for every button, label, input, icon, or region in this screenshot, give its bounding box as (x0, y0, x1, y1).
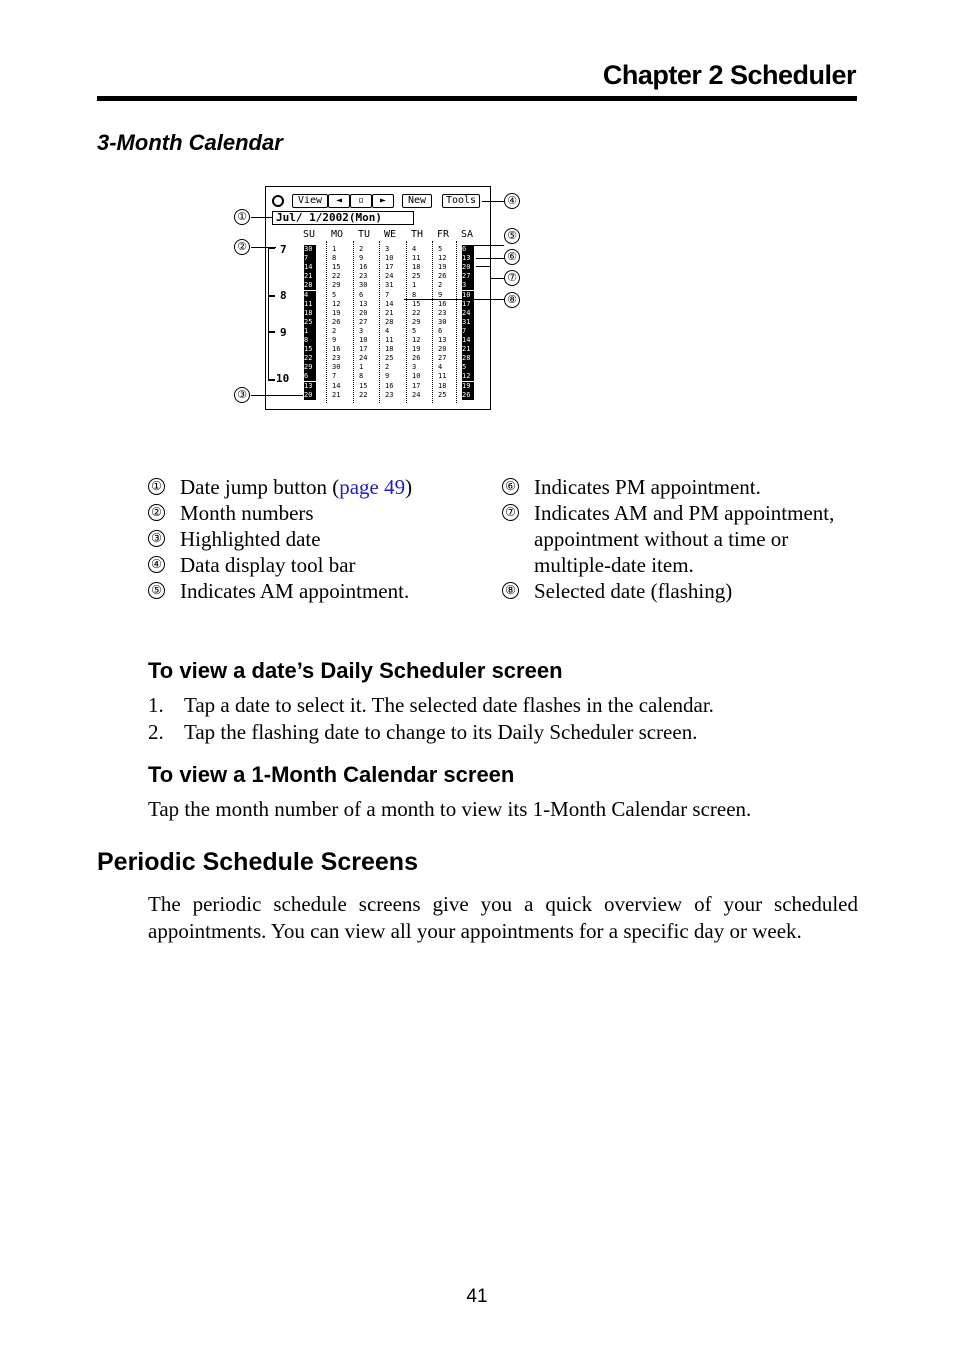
calendar-date[interactable]: 13 (438, 336, 447, 344)
calendar-date[interactable]: 8 (359, 372, 364, 381)
legend-num: ⑧ (502, 582, 519, 599)
day-header: TH (411, 229, 424, 240)
calendar-date[interactable]: 20 (304, 391, 316, 400)
step-text: Tap a date to select it. The selected date flashes in the calendar. (184, 693, 714, 717)
calendar-date[interactable]: 24 (462, 309, 474, 318)
calendar-date[interactable]: 30 (359, 281, 368, 290)
calendar-date[interactable]: 3 (462, 281, 474, 290)
calendar-date[interactable]: 9 (332, 336, 337, 344)
calendar-date[interactable]: 27 (438, 354, 447, 363)
calendar-date[interactable]: 17 (412, 381, 421, 390)
day-header: FR (437, 229, 450, 240)
calendar-date[interactable]: 20 (462, 263, 474, 272)
calendar-date[interactable]: 18 (412, 263, 421, 272)
calendar-date[interactable]: 13 (304, 382, 316, 391)
day-header: SU (303, 229, 316, 240)
tools-button[interactable]: Tools (442, 194, 480, 208)
calendar-date[interactable]: 30 (332, 363, 341, 372)
day-header: WE (384, 229, 397, 240)
calendar-date[interactable]: 26 (438, 272, 447, 281)
legend-num: ④ (148, 556, 165, 573)
calendar-date[interactable]: 16 (438, 299, 447, 308)
step (148, 719, 848, 746)
calendar-date[interactable]: 23 (438, 308, 447, 317)
calendar-date[interactable]: 22 (359, 390, 368, 399)
callout-1: ① (234, 209, 250, 225)
calendar-date[interactable]: 2 (359, 245, 364, 253)
legend-num: ③ (148, 530, 165, 547)
calendar-date[interactable]: 12 (462, 372, 474, 381)
daily-steps (148, 692, 848, 746)
calendar-date[interactable]: 15 (332, 263, 341, 272)
monthly-heading: To view a 1-Month Calendar screen (148, 762, 515, 787)
next-button[interactable]: ► (372, 194, 394, 208)
calendar-date[interactable]: 10 (359, 336, 368, 344)
calendar-date[interactable]: 10 (462, 291, 474, 300)
calendar-date[interactable]: 1 (304, 327, 316, 336)
calendar-date[interactable]: 17 (385, 263, 394, 272)
view-button[interactable]: View (292, 194, 328, 208)
legend-num: ⑦ (502, 504, 519, 521)
calendar-date[interactable]: 26 (412, 354, 421, 363)
calendar-date[interactable]: 19 (412, 345, 421, 354)
calendar-date[interactable]: 21 (385, 308, 394, 317)
callout-4: ④ (504, 193, 520, 209)
calendar-date[interactable]: 10 (385, 254, 394, 263)
daily-heading: To view a date’s Daily Scheduler screen (148, 658, 563, 683)
calendar-date[interactable]: 18 (304, 309, 316, 318)
calendar-date[interactable]: 1 (332, 245, 337, 253)
legend-text: Selected date (flashing) (534, 579, 733, 603)
calendar-date[interactable]: 22 (412, 308, 421, 317)
month-tick (268, 331, 275, 333)
calendar-date[interactable]: 5 (462, 363, 474, 372)
legend-text: Indicates AM and PM appointment, appointment without a time or multiple-date item. (534, 501, 835, 577)
calendar-date[interactable]: 21 (332, 390, 341, 399)
legend-num: ⑥ (502, 478, 519, 495)
calendar-date[interactable]: 22 (332, 272, 341, 281)
calendar-date[interactable]: 17 (462, 300, 474, 309)
menu-circle-icon[interactable] (272, 195, 284, 207)
toolbar (270, 193, 486, 209)
calendar-date[interactable]: 3 (412, 363, 417, 372)
chapter-header: Chapter 2 Scheduler (602, 60, 856, 90)
callout-7-leader-h (490, 278, 504, 279)
calendar-date[interactable]: 21 (304, 272, 316, 281)
legend-item (502, 500, 858, 578)
periodic-heading: Periodic Schedule Screens (97, 848, 418, 876)
calendar-date[interactable]: 15 (412, 299, 421, 308)
calendar-date[interactable]: 4 (304, 291, 316, 300)
legend-item (148, 500, 468, 526)
month-number-8[interactable]: 8 (280, 289, 287, 302)
calendar-date[interactable]: 16 (359, 263, 368, 272)
calendar-date[interactable]: 15 (359, 381, 368, 390)
calendar-date[interactable]: 29 (304, 363, 316, 372)
legend-text: Indicates AM appointment. (180, 579, 410, 603)
legend-text: Indicates PM appointment. (534, 475, 761, 499)
calendar-date[interactable]: 25 (304, 318, 316, 327)
today-button[interactable]: ▫ (350, 194, 372, 208)
legend-item (148, 474, 468, 500)
calendar-date[interactable]: 19 (438, 263, 447, 272)
calendar-date[interactable]: 1 (359, 363, 364, 372)
legend-item (502, 474, 858, 500)
calendar-date[interactable]: 30 (438, 317, 447, 326)
calendar-date[interactable]: 3 (359, 326, 364, 335)
calendar-date[interactable]: 21 (462, 345, 474, 354)
calendar-date[interactable]: 20 (359, 308, 368, 317)
legend-text: Highlighted date (180, 527, 321, 551)
legend-item (148, 552, 468, 578)
month-tick (268, 379, 275, 381)
legend-item (148, 526, 468, 552)
calendar-date[interactable]: 12 (438, 254, 447, 263)
legend-text-after: ) (405, 475, 413, 499)
legend-num: ⑤ (148, 582, 165, 599)
calendar-date[interactable]: 24 (385, 272, 394, 281)
calendar-date[interactable]: 30 (304, 245, 316, 254)
legend-num: ② (148, 504, 165, 521)
calendar-date[interactable]: 14 (332, 381, 341, 390)
calendar-date[interactable]: 14 (304, 263, 316, 272)
legend-right (502, 474, 858, 604)
calendar-date[interactable]: 19 (332, 308, 341, 317)
calendar-date[interactable]: 18 (438, 381, 447, 390)
legend-num: ① (148, 478, 165, 495)
calendar-date[interactable]: 17 (359, 345, 368, 354)
column-divider (379, 241, 380, 403)
page-number: 41 (466, 1286, 488, 1307)
calendar-date[interactable]: 5 (438, 245, 443, 253)
month-number-10[interactable]: 10 (276, 372, 290, 385)
calendar-date[interactable]: 15 (304, 345, 316, 354)
calendar-date[interactable]: 31 (385, 281, 394, 290)
legend-text: Month numbers (180, 501, 314, 525)
calendar-date[interactable]: 9 (438, 290, 443, 299)
legend-item (148, 578, 468, 604)
calendar-date[interactable]: 7 (385, 290, 390, 299)
calendar-date[interactable]: 27 (462, 272, 474, 281)
section-title: 3-Month Calendar (97, 130, 283, 155)
calendar-date[interactable]: 28 (385, 317, 394, 326)
calendar-date[interactable]: 26 (332, 317, 341, 326)
calendar-date[interactable]: 13 (462, 254, 474, 263)
callout-7-leader (476, 266, 490, 267)
calendar-date[interactable]: 29 (332, 281, 341, 290)
calendar-date[interactable]: 29 (412, 317, 421, 326)
calendar-date[interactable]: 11 (385, 336, 394, 344)
calendar-date[interactable]: 23 (359, 272, 368, 281)
calendar-date[interactable]: 6 (304, 372, 316, 381)
calendar-date[interactable]: 14 (385, 299, 394, 308)
calendar-date[interactable]: 26 (462, 391, 474, 400)
calendar-date[interactable]: 22 (304, 354, 316, 363)
callout-4-leader (482, 201, 504, 202)
monthly-text: Tap the month number of a month to view its 1-Month Calendar screen. (148, 797, 752, 821)
calendar-date[interactable]: 16 (332, 345, 341, 354)
calendar-date[interactable]: 16 (385, 381, 394, 390)
calendar-date[interactable]: 9 (385, 372, 390, 381)
calendar-date[interactable]: 12 (332, 299, 341, 308)
periodic-text: The periodic schedule screens give you a quick overview of your scheduled appointments. You can view all your appointments for a specific day or week. (148, 892, 858, 943)
calendar-date[interactable]: 20 (438, 345, 447, 354)
legend-left (148, 474, 468, 604)
calendar-date[interactable]: 28 (462, 354, 474, 363)
month-number-9[interactable]: 9 (280, 326, 287, 339)
legend-text: Date jump button ( (180, 475, 340, 499)
calendar-date[interactable]: 10 (412, 372, 421, 381)
calendar-date[interactable]: 2 (438, 281, 443, 290)
calendar-date[interactable]: 5 (332, 290, 337, 299)
calendar-date[interactable]: 6 (462, 245, 474, 254)
calendar-date[interactable]: 3 (385, 245, 390, 253)
calendar-date[interactable]: 7 (304, 254, 316, 263)
page-link[interactable]: page 49 (339, 475, 406, 499)
calendar-date[interactable]: 27 (359, 317, 368, 326)
calendar-date[interactable]: 25 (385, 354, 394, 363)
calendar-date[interactable]: 11 (412, 254, 421, 263)
callout-2: ② (234, 239, 250, 255)
header-rule (97, 96, 857, 101)
calendar-date[interactable]: 8 (304, 336, 316, 345)
calendar-date[interactable]: 5 (412, 326, 417, 335)
date-jump-button[interactable]: Jul/ 1/2002(Mon) (272, 211, 414, 225)
calendar-date[interactable]: 2 (385, 363, 390, 372)
callout-7-leader-v (490, 266, 491, 278)
calendar-date[interactable]: 4 (412, 245, 417, 253)
calendar-date[interactable]: 8 (332, 254, 337, 263)
column-divider (456, 241, 457, 403)
day-header: MO (331, 229, 344, 240)
step-num: 2. (148, 720, 164, 744)
month-tick (268, 295, 275, 297)
callout-7: ⑦ (504, 270, 520, 286)
callout-3: ③ (234, 387, 250, 403)
callout-5-leader (474, 245, 504, 246)
column-divider (406, 241, 407, 403)
callout-5: ⑤ (504, 228, 520, 244)
step-text: Tap the flashing date to change to its Daily Scheduler screen. (184, 720, 698, 744)
calendar-date[interactable]: 8 (412, 290, 417, 299)
calendar-date[interactable]: 2 (332, 326, 337, 335)
calendar-screen (265, 186, 491, 410)
month-number-7[interactable]: 7 (280, 243, 287, 256)
callout-6: ⑥ (504, 249, 520, 265)
new-button[interactable]: New (402, 194, 432, 208)
day-header: SA (461, 229, 474, 240)
callout-1-leader (251, 217, 273, 218)
step-num: 1. (148, 693, 164, 717)
day-header: TU (358, 229, 371, 240)
calendar-date[interactable]: 11 (438, 372, 447, 381)
column-divider (353, 241, 354, 403)
calendar-date[interactable]: 23 (332, 354, 341, 363)
callout-8: ⑧ (504, 292, 520, 308)
month-bracket (268, 247, 273, 379)
calendar-date[interactable]: 12 (412, 336, 421, 344)
calendar-date[interactable]: 31 (462, 318, 474, 327)
legend-item (502, 578, 858, 604)
calendar-date[interactable]: 23 (385, 390, 394, 399)
callout-6-leader (476, 258, 504, 259)
calendar-date[interactable]: 28 (304, 281, 316, 290)
calendar-date[interactable]: 6 (359, 290, 364, 299)
calendar-date[interactable]: 9 (359, 254, 364, 263)
prev-button[interactable]: ◄ (328, 194, 350, 208)
column-divider (432, 241, 433, 403)
callout-2-leader (251, 247, 276, 248)
calendar-date[interactable]: 18 (385, 345, 394, 354)
column-divider (326, 241, 327, 403)
legend-text: Data display tool bar (180, 553, 356, 577)
callout-8-leader (404, 299, 504, 300)
callout-3-leader (251, 395, 303, 396)
calendar-date[interactable]: 1 (412, 281, 417, 290)
calendar-date[interactable]: 13 (359, 299, 368, 308)
calendar-date[interactable]: 11 (304, 300, 316, 309)
calendar-date[interactable]: 7 (462, 327, 474, 336)
calendar-date[interactable]: 4 (438, 363, 443, 372)
calendar-date[interactable]: 14 (462, 336, 474, 345)
calendar-date[interactable]: 25 (412, 272, 421, 281)
calendar-date[interactable]: 7 (332, 372, 337, 381)
calendar-date[interactable]: 19 (462, 382, 474, 391)
step (148, 692, 848, 719)
calendar-date[interactable]: 24 (359, 354, 368, 363)
calendar-date[interactable]: 6 (438, 326, 443, 335)
calendar-date[interactable]: 24 (412, 390, 421, 399)
calendar-date[interactable]: 25 (438, 390, 447, 399)
calendar-date[interactable]: 4 (385, 326, 390, 335)
